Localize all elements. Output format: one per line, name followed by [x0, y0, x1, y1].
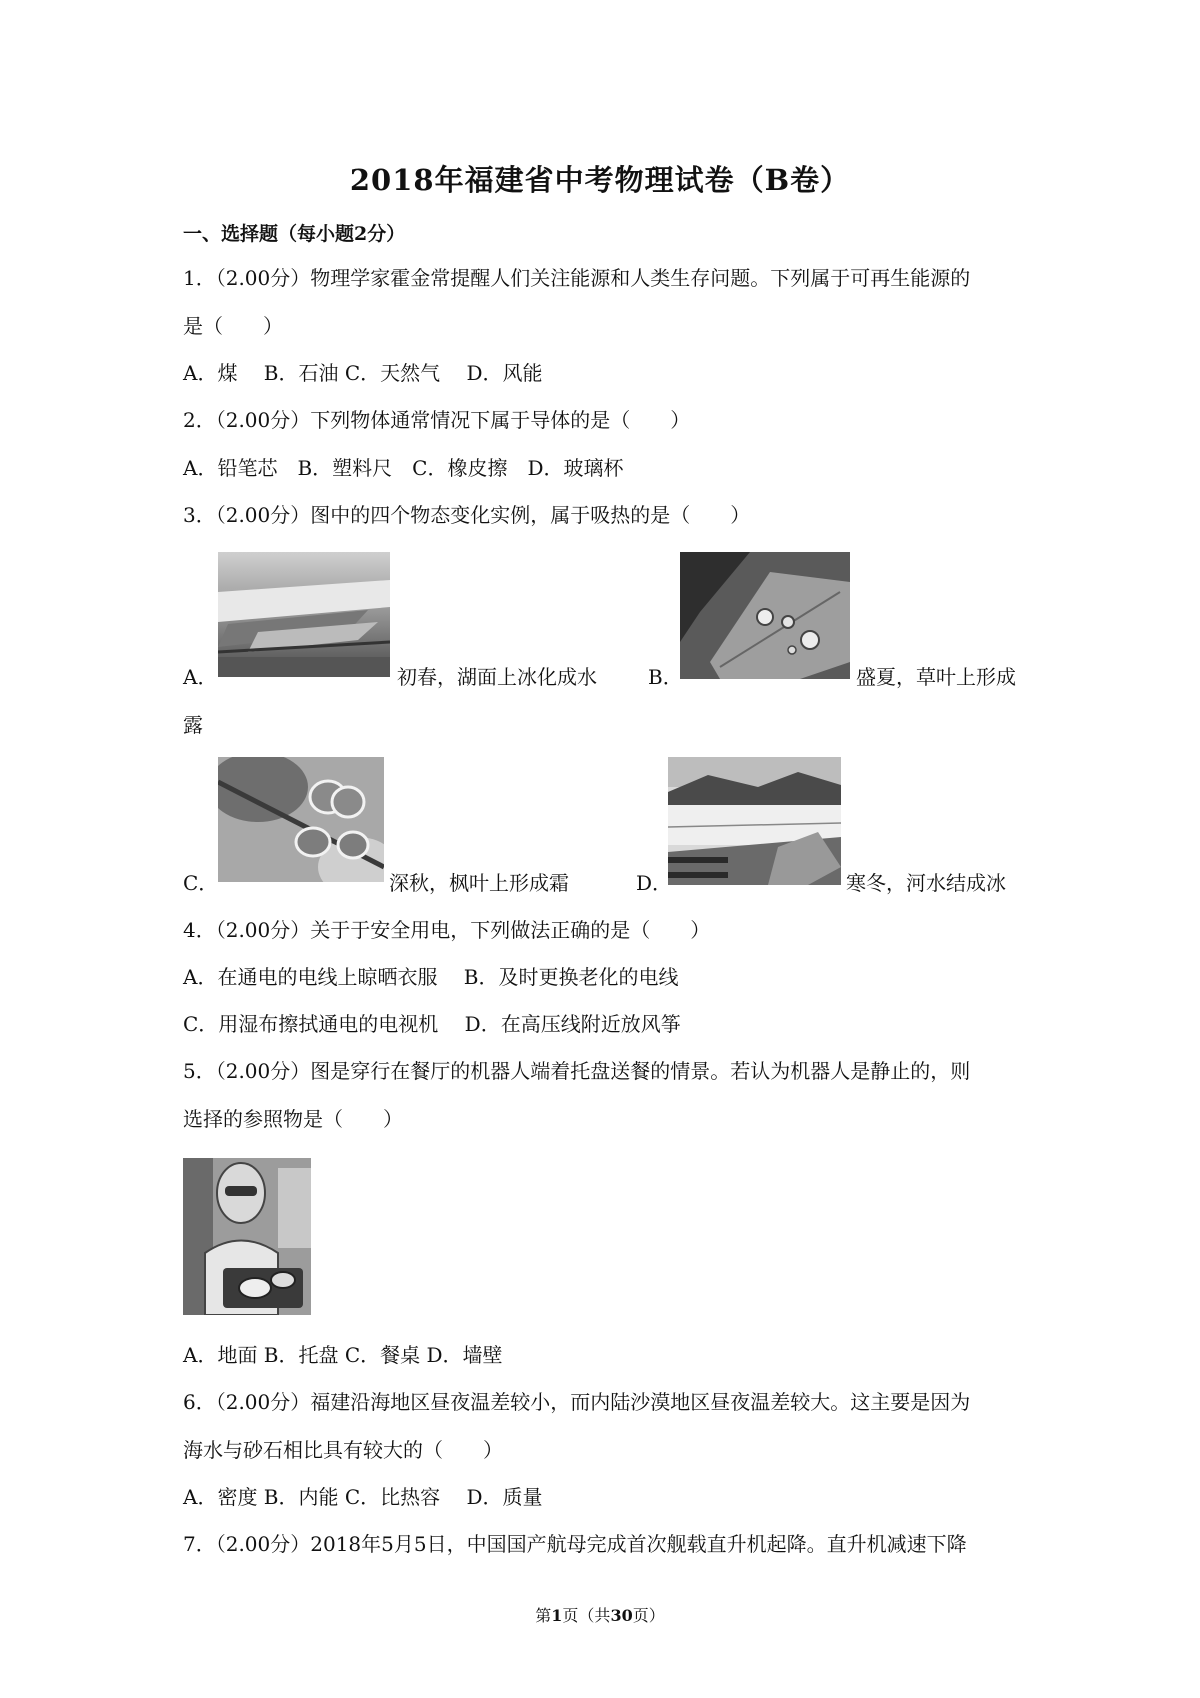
image-frozen-river: [668, 757, 841, 885]
question-1-text: 1．（2.00分）物理学家霍金常提醒人们关注能源和人类生存问题。下列属于可再生能源的: [183, 266, 971, 290]
question-5-options: A．地面 B．托盘 C．餐桌 D．墙壁: [183, 1343, 503, 1367]
footer-suffix: 页）: [632, 1606, 665, 1625]
q3-label-c: C．: [183, 871, 219, 895]
question-6-text-cont: 海水与砂石相比具有较大的（ ）: [183, 1438, 503, 1462]
question-6-text: 6．（2.00分）福建沿海地区昼夜温差较小，而内陆沙漠地区昼夜温差较大。这主要是因为: [183, 1390, 971, 1414]
question-2-text: 2．（2.00分）下列物体通常情况下属于导体的是（ ）: [183, 408, 691, 432]
question-4-text: 4．（2.00分）关于于安全用电，下列做法正确的是（ ）: [183, 918, 711, 942]
image-robot-waiter: [183, 1158, 311, 1315]
q3-caption-d: 寒冬，河水结成冰: [846, 871, 1006, 895]
question-4-options-1: A．在通电的电线上晾晒衣服 B．及时更换老化的电线: [183, 965, 679, 989]
q3-label-a: A．: [183, 665, 218, 689]
image-dew-leaf: [680, 552, 850, 679]
q3-caption-b-cont: 露: [183, 713, 203, 737]
q3-label-d: D．: [636, 871, 673, 895]
page-footer: [0, 1603, 1200, 1626]
footer-total-pages: 30: [610, 1606, 633, 1625]
image-melting-ice: [218, 552, 390, 677]
footer-middle: 页（共: [562, 1606, 611, 1625]
footer-page-number: 1: [551, 1606, 563, 1625]
section-heading: 一、选择题（每小题2分）: [183, 223, 406, 245]
question-3-text: 3．（2.00分）图中的四个物态变化实例，属于吸热的是（ ）: [183, 503, 751, 527]
question-5-text: 5．（2.00分）图是穿行在餐厅的机器人端着托盘送餐的情景。若认为机器人是静止的，则: [183, 1059, 971, 1083]
question-5-text-cont: 选择的参照物是（ ）: [183, 1107, 403, 1131]
footer-prefix: 第: [535, 1606, 552, 1625]
image-frost-leaves: [218, 757, 384, 882]
question-4-options-2: C．用湿布擦拭通电的电视机 D．在高压线附近放风筝: [183, 1012, 681, 1036]
q3-caption-a: 初春，湖面上冰化成水: [397, 665, 597, 689]
question-1-options: A．煤 B．石油 C．天然气 D．风能: [183, 361, 543, 385]
question-2-options: A．铅笔芯 B．塑料尺 C．橡皮擦 D．玻璃杯: [183, 456, 624, 480]
q3-caption-c: 深秋，枫叶上形成霜: [389, 871, 569, 895]
q3-caption-b: 盛夏，草叶上形成: [856, 665, 1016, 689]
question-1-text-cont: 是（ ）: [183, 314, 283, 338]
q3-label-b: B．: [648, 665, 683, 689]
question-7-text: 7．（2.00分）2018年5月5日，中国国产航母完成首次舰载直升机起降。直升机减速下降: [183, 1532, 967, 1556]
exam-title: 2018年福建省中考物理试卷（B卷）: [349, 163, 851, 197]
question-6-options: A．密度 B．内能 C．比热容 D．质量: [183, 1485, 543, 1509]
